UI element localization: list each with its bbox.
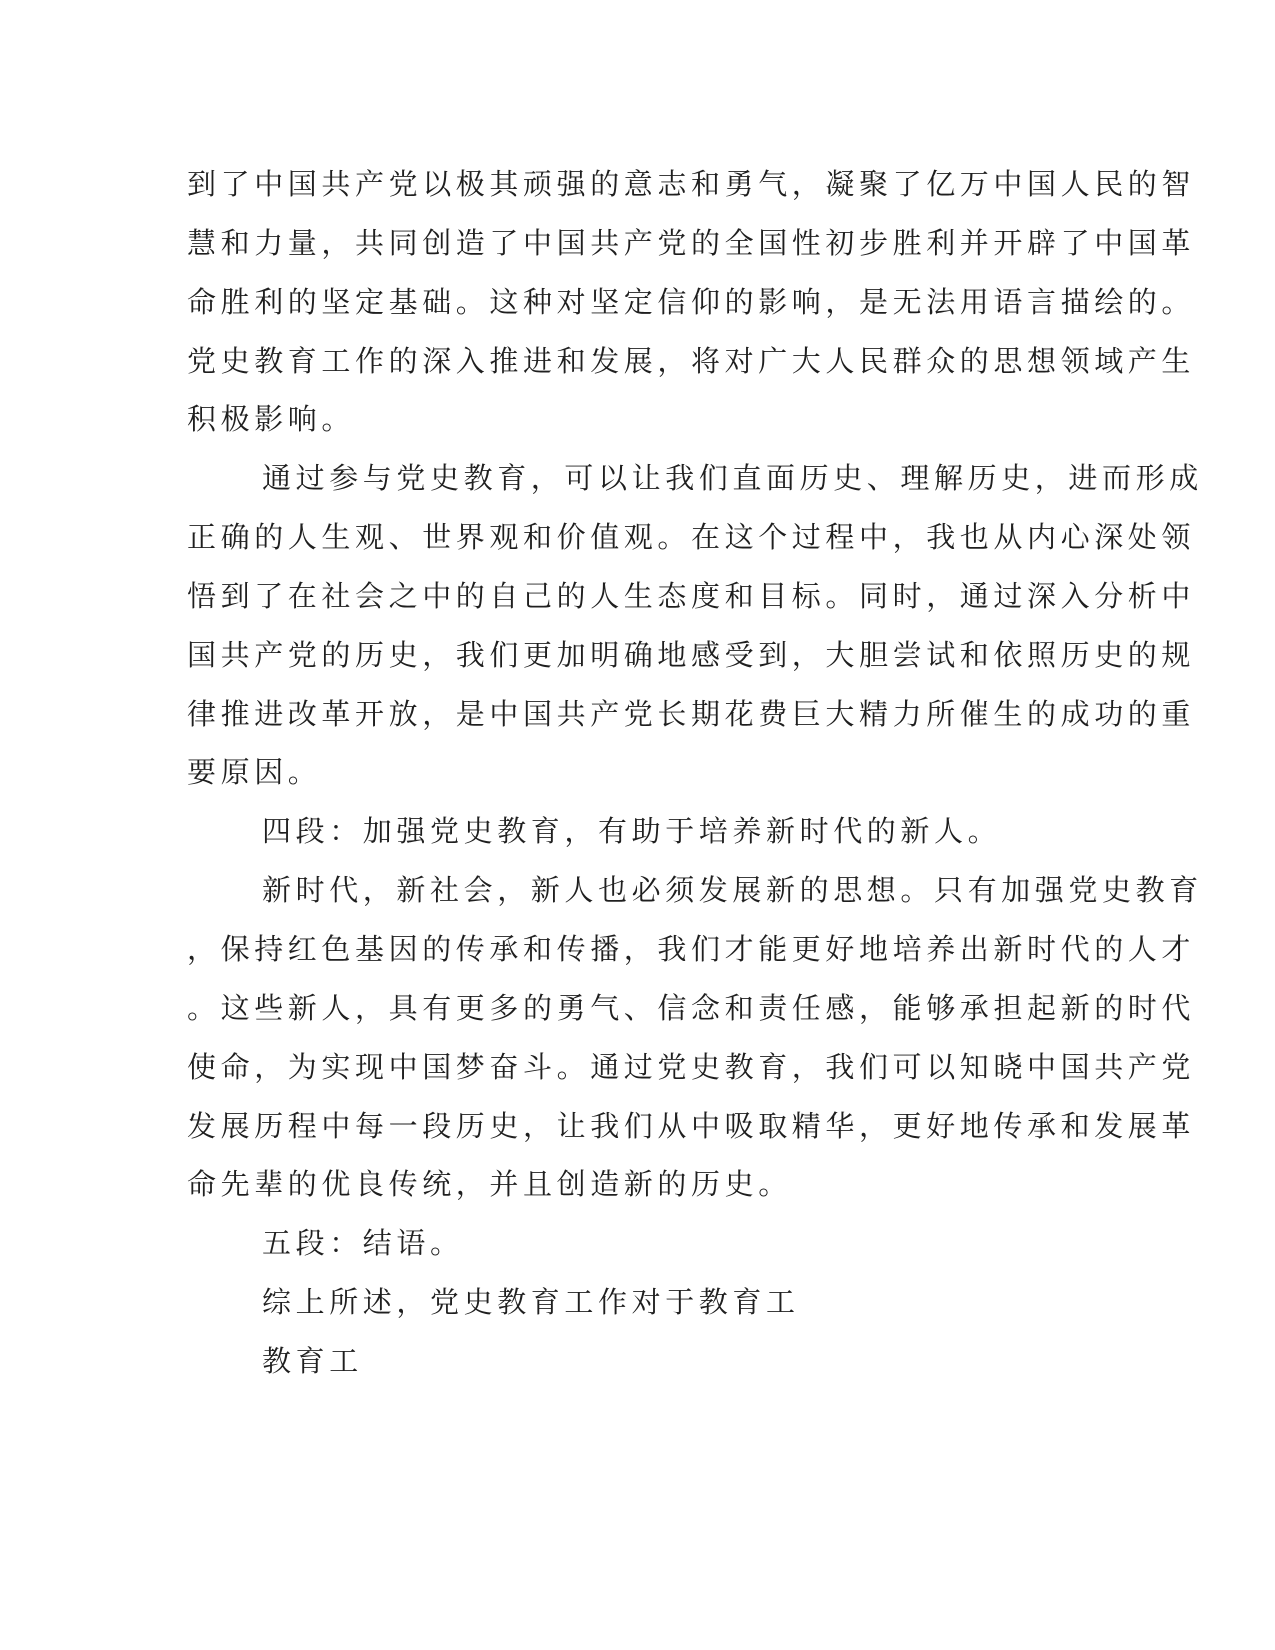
body-line: 到了中国共产党以极其顽强的意志和勇气，凝聚了亿万中国人民的智 bbox=[187, 167, 1196, 201]
section-heading: 四段：加强党史教育，有助于培养新时代的新人。 bbox=[262, 814, 1002, 848]
body-line: 命胜利的坚定基础。这种对坚定信仰的影响，是无法用语言描绘的。 bbox=[187, 285, 1196, 319]
body-line: 发展历程中每一段历史，让我们从中吸取精华，更好地传承和发展革 bbox=[187, 1109, 1196, 1143]
body-line: 律推进改革开放，是中国共产党长期花费巨大精力所催生的成功的重 bbox=[187, 697, 1196, 731]
body-line: 命先辈的优良传统，并且创造新的历史。 bbox=[187, 1167, 792, 1201]
body-line: 慧和力量，共同创造了中国共产党的全国性初步胜利并开辟了中国革 bbox=[187, 226, 1196, 260]
body-line: ，保持红色基因的传承和传播，我们才能更好地培养出新时代的人才 bbox=[187, 932, 1196, 966]
body-line: 积极影响。 bbox=[187, 402, 356, 436]
body-line: 党史教育工作的深入推进和发展，将对广大人民群众的思想领域产生 bbox=[187, 344, 1196, 378]
body-line: 国共产党的历史，我们更加明确地感受到，大胆尝试和依照历史的规 bbox=[187, 638, 1196, 672]
section-heading: 五段：结语。 bbox=[262, 1226, 464, 1260]
paragraph-first-line: 教育工 bbox=[262, 1344, 363, 1378]
body-line: 使命，为实现中国梦奋斗。通过党史教育，我们可以知晓中国共产党 bbox=[187, 1050, 1196, 1084]
body-line: 。这些新人，具有更多的勇气、信念和责任感，能够承担起新的时代 bbox=[187, 991, 1196, 1025]
body-line: 悟到了在社会之中的自己的人生态度和目标。同时，通过深入分析中 bbox=[187, 579, 1196, 613]
paragraph-first-line: 综上所述，党史教育工作对于教育工 bbox=[262, 1285, 800, 1319]
body-line: 要原因。 bbox=[187, 755, 322, 789]
paragraph-first-line: 新时代，新社会，新人也必须发展新的思想。只有加强党史教育 bbox=[262, 873, 1203, 907]
body-line: 正确的人生观、世界观和价值观。在这个过程中，我也从内心深处领 bbox=[187, 520, 1196, 554]
paragraph-first-line: 通过参与党史教育，可以让我们直面历史、理解历史，进而形成 bbox=[262, 461, 1203, 495]
